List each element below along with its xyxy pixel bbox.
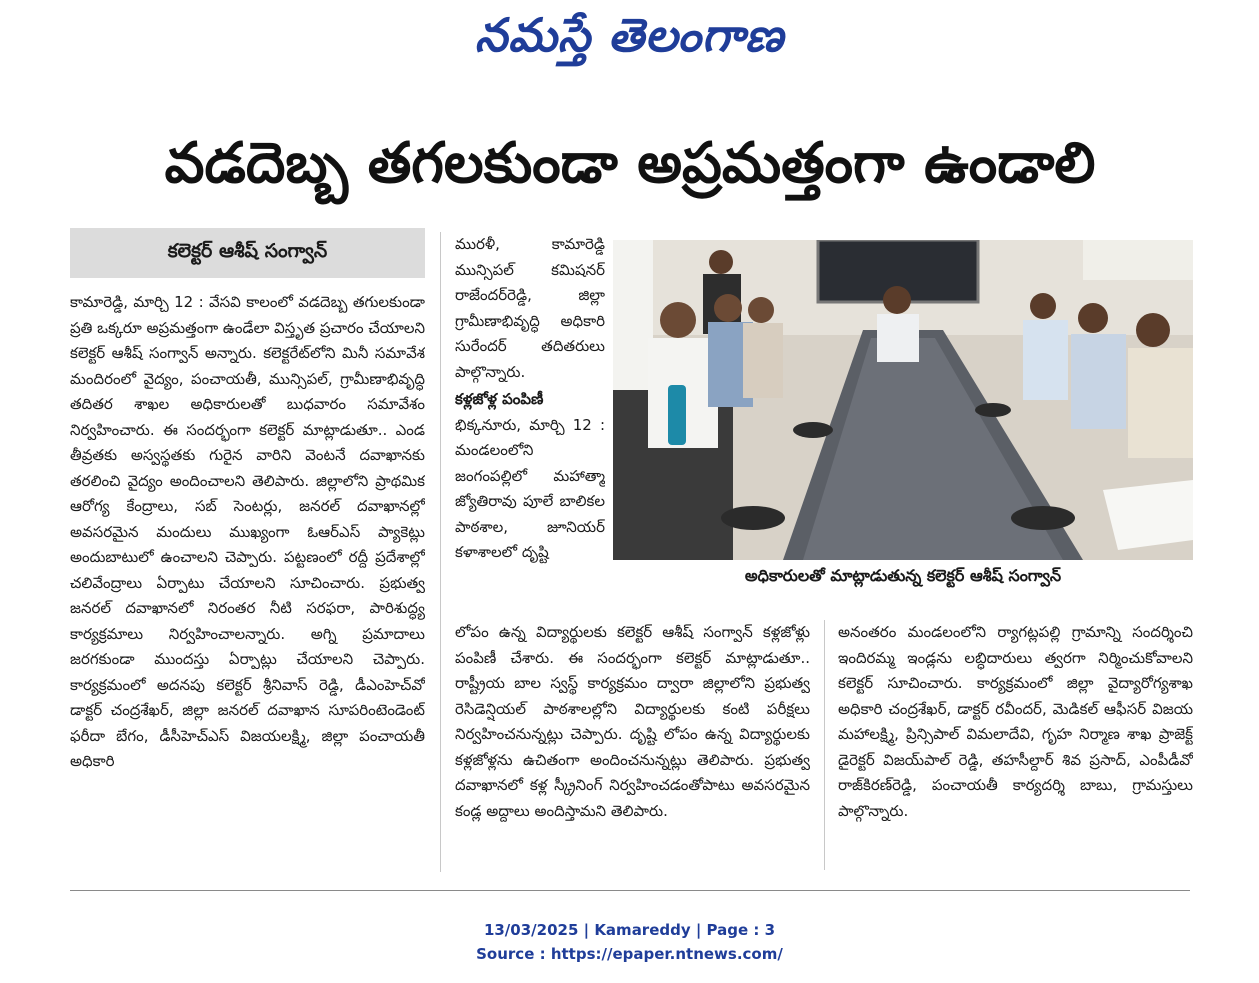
column-divider <box>440 232 441 872</box>
footer-divider <box>70 890 1190 891</box>
article-paragraph: కామారెడ్డి, మార్చి 12 : వేసవి కాలంలో వడదెబ్బ తగులకుండా ప్రతి ఒక్కరూ అప్రమత్తంగా ఉండేలా విస్తృత ప్రచారం చేయాలని కలెక్టర్ ఆశీష్ సంగ్వాన్ అన్నారు. కలెక్టరేట్‌లోని మినీ సమావేశ మందిరంలో వైద్యం, పంచాయతీ, మున్సిపల్, గ్రామీణాభివృద్ధి తదితర శాఖల అధికారులతో బుధవారం సమావేశం నిర్వహించారు. ఈ సందర్భంగా కలెక్టర్ మాట్లాడుతూ.. ఎండ తీవ్రతకు అస్వస్థతకు గురైన వారిని వెంటనే దవాఖానకు తరలించి వైద్యం అందించాలని తెలిపారు. జిల్లాలోని ప్రాథమిక ఆరోగ్య కేంద్రాలు, సబ్ సెంటర్లు, జనరల్ దవాఖానల్లో అవసరమైన మందులు ముఖ్యంగా ఓఆర్ఎస్ ప్యాకెట్లు అందుబాటులో ఉంచాలని చెప్పారు. పట్టణంలో రద్దీ ప్రదేశాల్లో చలివేంద్రాలు ఏర్పాటు చేయాలని సూచించారు. ప్రభుత్వ జనరల్ దవాఖానలో నిరంతర నీటి సరఫరా, పారిశుద్ధ్య కార్యక్రమాలు నిర్వహించాలన్నారు. అగ్ని ప్రమాదాలు జరగకుండా ముందస్తు ఏర్పాట్లు చేయాలని చెప్పారు. కార్యక్రమంలో అదనపు కలెక్టర్ శ్రీనివాస్ రెడ్డి, డీఎంహెచ్‌వో డాక్టర్ చంద్రశేఖర్, జిల్లా జనరల్ దవాఖాన సూపరింటెండెంట్ ఫరీదా బేగం, డీసీహెచ్ఎస్ విజయలక్ష్మి, జిల్లా పంచాయతీ అధికారి <box>70 293 425 770</box>
photo-caption: అధికారులతో మాట్లాడుతున్న కలెక్టర్ ఆశీష్ సంగ్వాన్ <box>744 566 1062 585</box>
meeting-photo <box>613 240 1193 560</box>
article-paragraph: లోపం ఉన్న విద్యార్థులకు కలెక్టర్ ఆశీష్ సంగ్వాన్ కళ్లజోళ్లు పంపిణీ చేశారు. ఈ సందర్భంగా కలెక్టర్ మాట్లాడుతూ.. రాష్ట్రీయ బాల స్వస్థ్ కార్యక్రమం ద్వారా జిల్లాలోని ప్రభుత్వ రెసిడెన్షియల్ పాఠశాలల్లోని విద్యార్థులకు కంటి పరీక్షలు నిర్వహించనున్నట్లు చెప్పారు. దృష్టి లోపం ఉన్న విద్యార్థులకు కళ్లజోళ్లను ఉచితంగా అందించనున్నట్లు తెలిపారు. ప్రభుత్వ దవాఖానలో కళ్ల స్క్రీనింగ్ నిర్వహించడంతోపాటు అవసరమైన కండ్ల అద్దాలు అందిస్తామని తెలిపారు. <box>455 623 810 820</box>
article-column-1 <box>70 290 425 870</box>
footer-date-page: 13/03/2025 | Kamareddy | Page : 3 <box>483 921 776 939</box>
byline-text: కలెక్టర్ ఆశీష్ సంగ్వాన్ <box>167 239 328 262</box>
column-divider <box>824 620 825 870</box>
masthead-logo: నమస్తే తెలంగాణ <box>474 8 785 62</box>
article-paragraph: మురళీ, కామారెడ్డి మున్సిపల్ కమిషనర్ రాజేందర్‌రెడ్డి, జిల్లా గ్రామీణాభివృద్ధి అధికారి సురేందర్ తదితరులు పాల్గొన్నారు. <box>455 235 605 381</box>
article-paragraph: భిక్కనూరు, మార్చి 12 : మండలంలోని జంగంపల్లిలో మహాత్మా జ్యోతిరావు పూలే బాలికల పాఠశాల, జూనియర్ కళాశాలలో దృష్టి <box>455 415 605 561</box>
article-paragraph: అనంతరం మండలంలోని ర్యాగట్లపల్లి గ్రామాన్ని సందర్శించి ఇందిరమ్మ ఇండ్లను లబ్ధిదారులు త్వరగా నిర్మించుకోవాలని కలెక్టర్ సూచించారు. కార్యక్రమంలో జిల్లా వైద్యారోగ్యశాఖ అధికారి చంద్రశేఖర్, డాక్టర్ రవీందర్, మెడికల్ ఆఫీసర్ విజయ మహాలక్ష్మి, ప్రిన్సిపాల్ విమలాదేవి, గృహ నిర్మాణ శాఖ ప్రాజెక్ట్ డైరెక్టర్ విజయ్‌పాల్ రెడ్డి, తహసీల్దార్ శివ ప్రసాద్, ఎంపీడీవో రాజ్‌కిరణ్‌రెడ్డి, పంచాయతీ కార్యదర్శి బాబు, గ్రామస్తులు పాల్గొన్నారు. <box>838 623 1193 820</box>
headline: వడదెబ్బ తగలకుండా అప్రమత్తంగా ఉండాలి <box>164 131 1096 196</box>
footer-source-link[interactable]: Source : https://epaper.ntnews.com/ <box>476 945 783 963</box>
sub-headline: కళ్లజోళ్ల పంపిణీ <box>455 390 544 408</box>
article-column-2 <box>455 232 605 622</box>
article-column-3 <box>455 620 810 870</box>
article-column-4 <box>838 620 1193 870</box>
byline <box>70 228 425 278</box>
